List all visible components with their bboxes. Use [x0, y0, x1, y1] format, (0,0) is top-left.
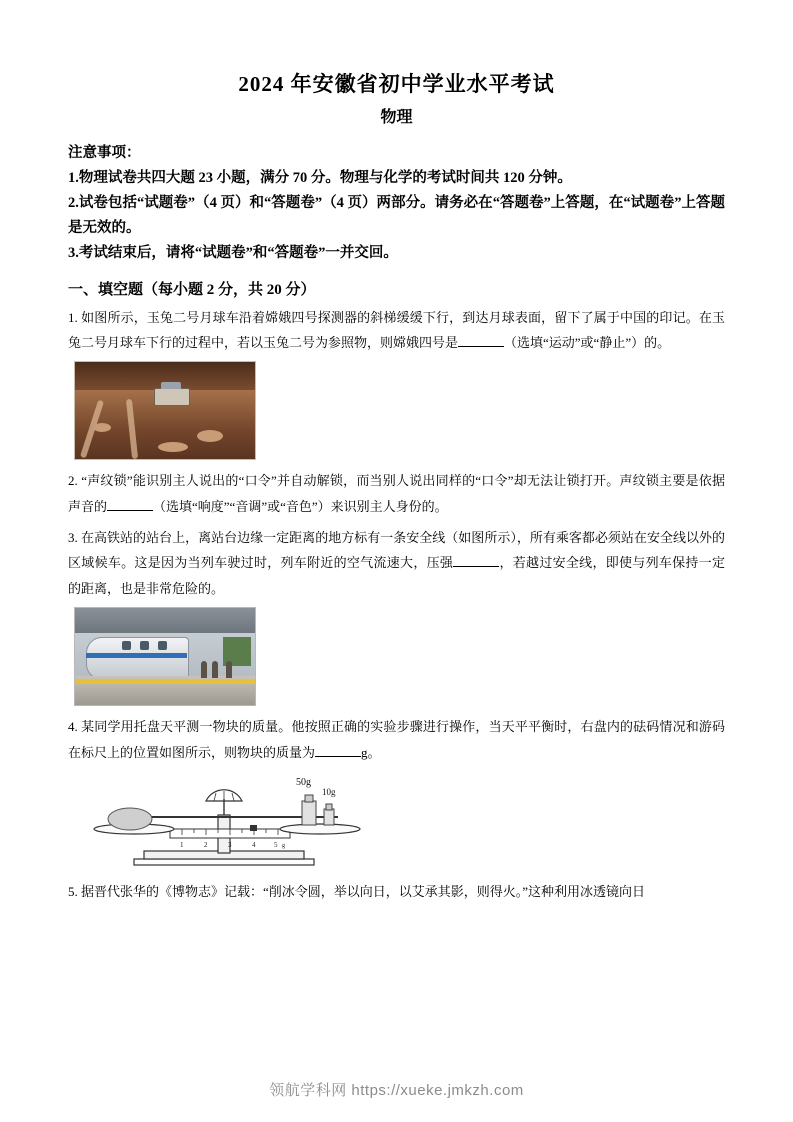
- station-roof: [75, 608, 255, 633]
- question-3-number: 3.: [68, 530, 78, 546]
- notice-item-1: 1.物理试卷共四大题 23 小题，满分 70 分。物理与化学的考试时间共 120 分钟。: [68, 170, 572, 186]
- svg-text:5: 5: [274, 840, 278, 849]
- question-3-text-after: ，若越过安全线，即使与列车保持一定的距离，也是非常危险的。: [68, 555, 725, 596]
- question-1-blank: [458, 346, 504, 347]
- high-speed-train-photo: [74, 607, 256, 706]
- question-5-number: 5.: [68, 883, 78, 899]
- figure-lunar-rover: [74, 361, 725, 460]
- question-1-text-after: （选填“运动”或“静止”）的。: [504, 335, 671, 351]
- question-2-blank: [107, 510, 153, 511]
- passenger-2: [212, 661, 218, 678]
- watermark-footer: 领航学科网 https://xueke.jmkzh.com: [269, 1082, 524, 1099]
- notice-item-3: 3.考试结束后，请将“试题卷”和“答题卷”一并交回。: [68, 244, 398, 261]
- page-subtitle: 物理: [380, 109, 413, 126]
- lunar-rover: [154, 388, 190, 406]
- question-2-text-before: “声纹锁”能识别主人说出的“口令”并自动解锁，而当别人说出同样的“口令”却无法让锁打开。声纹锁主要是依据声音的: [68, 473, 725, 514]
- svg-text:2: 2: [204, 840, 208, 849]
- train-window-2: [140, 641, 149, 650]
- svg-text:1: 1: [180, 840, 184, 849]
- svg-text:3: 3: [228, 840, 232, 849]
- figure-balance-scale: [74, 771, 725, 871]
- question-3: [68, 525, 725, 601]
- train-window-3: [158, 641, 167, 650]
- section-heading: 一、填空题（每小题 2 分，共 20 分）: [68, 281, 316, 298]
- question-4: [68, 714, 725, 765]
- question-3-text-before: 在高铁站的站台上，离站台边缘一定距离的地方标有一条安全线（如图所示），所有乘客都必须站在安全线以外的区域候车。这是因为当列车驶过时，列车附近的空气流速大，压强: [68, 530, 725, 571]
- question-4-text-after: g。: [361, 744, 381, 760]
- train-body: [86, 637, 189, 680]
- question-3-blank: [453, 566, 499, 567]
- question-2-number: 2.: [68, 473, 78, 489]
- balance-scale-diagram: [74, 771, 414, 871]
- question-2-text-after: （选填“响度”“音调”或“音色”）来识别主人身份的。: [153, 498, 448, 514]
- question-1-text-before: 如图所示，玉兔二号月球车沿着嫦娥四号探测器的斜梯缓缓下行，到达月球表面，留下了属于中国的印记。在玉兔二号月球车下行的过程中，若以玉兔二号为参照物，则嫦娥四号是: [68, 309, 725, 351]
- balance-scale-svg: [74, 771, 414, 871]
- lunar-rover-photo: [74, 361, 256, 460]
- question-2: [68, 468, 725, 519]
- svg-text:g: g: [282, 842, 285, 849]
- question-4-text-before: 某同学用托盘天平测一物块的质量。他按照正确的实验步骤进行操作，当天平平衡时，右盘内的砝码情况和游码在标尺上的位置如图所示，则物块的质量为: [68, 719, 725, 760]
- svg-text:4: 4: [252, 840, 256, 849]
- moon-rock-1: [93, 423, 111, 432]
- safety-line: [75, 679, 255, 684]
- notice-item-2: 2.试卷包括“试题卷”（4 页）和“答题卷”（4 页）两部分。请务必在“答题卷”上答题，在“试题卷”上答题是无效的。: [68, 194, 725, 236]
- moon-rock-3: [158, 442, 188, 452]
- question-5-text-before: 据晋代张华的《博物志》记载：“削冰令圆，举以向日，以艾承其影，则得火。”这种利用冰透镜向日: [81, 883, 646, 899]
- weight-label-10g: 10g: [322, 786, 336, 797]
- question-4-number: 4.: [68, 719, 78, 735]
- train-stripe: [86, 653, 187, 658]
- passenger-1: [201, 661, 207, 678]
- passenger-3: [226, 661, 232, 678]
- weight-label-50g: 50g: [296, 776, 311, 788]
- figure-high-speed-train: [74, 607, 725, 706]
- question-4-blank: [315, 756, 361, 757]
- question-5: [68, 879, 725, 904]
- train-window-1: [122, 641, 131, 650]
- notice-heading: 注意事项：: [68, 145, 141, 161]
- question-1-number: 1.: [68, 309, 78, 325]
- question-1: [68, 305, 725, 356]
- page-title: 2024 年安徽省初中学业水平考试: [238, 72, 555, 96]
